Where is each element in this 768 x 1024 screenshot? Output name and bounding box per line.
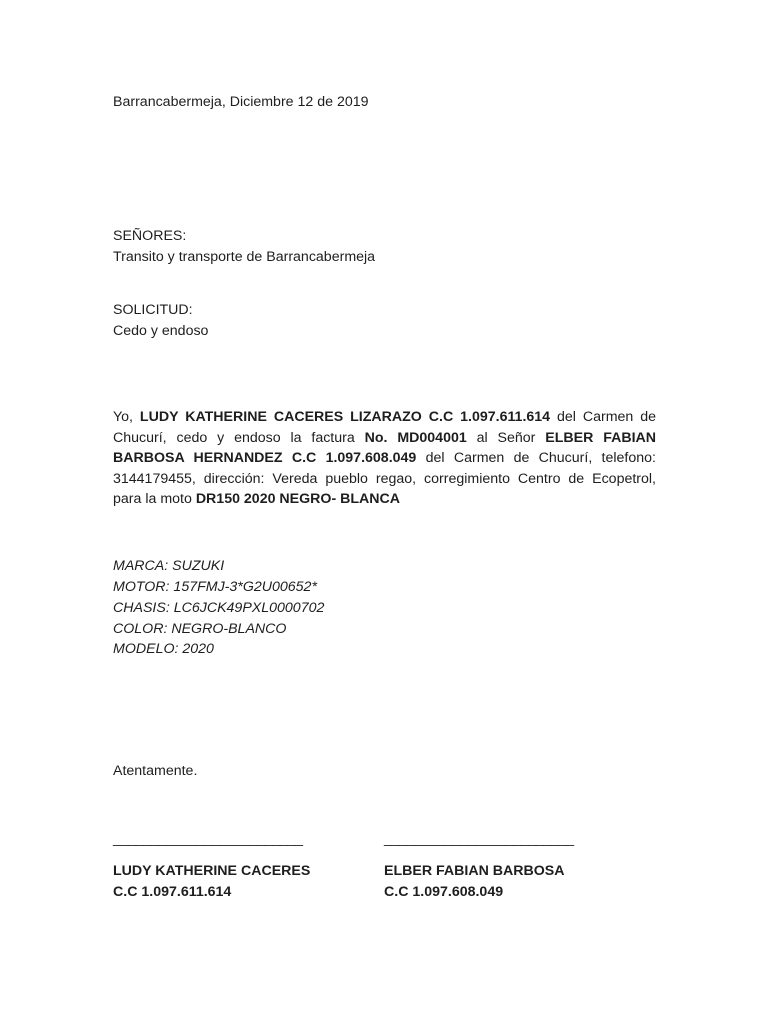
recipient-entity: Transito y transporte de Barrancabermeja bbox=[113, 249, 376, 265]
signature-line-right: _________________________ bbox=[384, 831, 574, 847]
closing: Atentamente. bbox=[113, 763, 198, 779]
signer-left bbox=[113, 861, 310, 902]
body-text-2: del Carmen de Chucurí, cedo y endoso la factura bbox=[113, 409, 657, 446]
place-date: Barrancabermeja, Diciembre 12 de 2019 bbox=[113, 94, 369, 110]
invoice-number: No. MD004001 bbox=[364, 429, 467, 446]
vehicle-motor: MOTOR: 157FMJ-3*G2U00652* bbox=[113, 579, 317, 595]
body-text-4: del Carmen de Chucurí, telefono: 3144179455, dirección: Vereda pueblo regao, corregimiento Centro de Ecopetrol, para la moto bbox=[113, 450, 656, 507]
vehicle-modelo: MODELO: 2020 bbox=[113, 641, 214, 657]
signer-right-name: ELBER FABIAN BARBOSA bbox=[384, 863, 565, 879]
body-text-3: al Señor bbox=[466, 429, 546, 446]
signer-right bbox=[384, 861, 565, 902]
vehicle-chasis: CHASIS: LC6JCK49PXL0000702 bbox=[113, 600, 325, 616]
grantor-identity: LUDY KATHERINE CACERES LIZARAZO C.C 1.097.611.614 bbox=[139, 409, 551, 425]
body-text-1: Yo, bbox=[113, 409, 140, 425]
signer-left-name: LUDY KATHERINE CACERES bbox=[113, 863, 311, 879]
motorcycle-description: DR150 2020 NEGRO- BLANCA bbox=[195, 491, 401, 507]
vehicle-color: COLOR: NEGRO-BLANCO bbox=[113, 621, 287, 637]
signature-line-left: _________________________ bbox=[113, 831, 303, 847]
request-label: SOLICITUD: bbox=[113, 302, 193, 318]
grantee-identity: ELBER FABIAN BARBOSA HERNANDEZ C.C 1.097.608.049 bbox=[113, 429, 657, 466]
recipient-salutation: SEÑORES: bbox=[113, 228, 187, 244]
vehicle-marca: MARCA: SUZUKI bbox=[113, 558, 225, 574]
body-paragraph bbox=[113, 407, 656, 510]
request-subject: Cedo y endoso bbox=[113, 323, 209, 339]
signer-right-id: C.C 1.097.608.049 bbox=[384, 883, 504, 900]
signer-left-id: C.C 1.097.611.614 bbox=[113, 883, 232, 900]
